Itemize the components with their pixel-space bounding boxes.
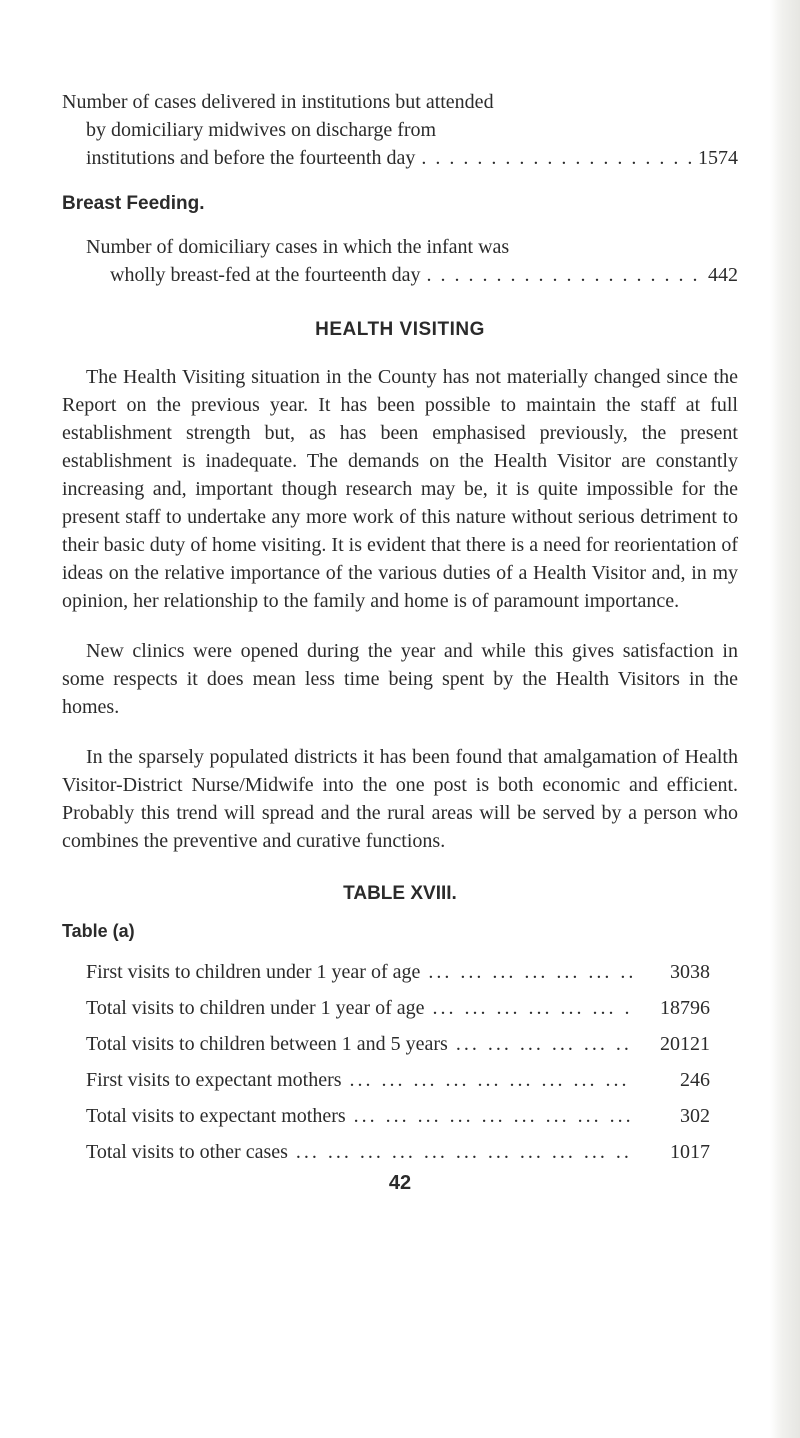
health-visiting-paragraph-1: The Health Visiting situation in the County has not materially changed since the Report on the previous year. It has been possible to maintain the staff at full establishment strength but, as has been emphasised previously, the present establishment is inadequate. The demands on the Health Visitor are constantly increasing and, important though research may be, it is quite impossible for the present staff to undertake any more work of this nature without serious detriment to their basic duty of home visiting. It is evident that there is a need for reorientation of ideas on the relative importance of the various duties of a Health Visitor and, in my opinion, her relationship to the family and home is of paramount importance. <box>62 366 738 612</box>
table-row-label: Total visits to expectant mothers <box>86 1105 346 1127</box>
table-row <box>62 954 738 990</box>
visits-table <box>62 954 738 1170</box>
table-row-value: 246 <box>680 1069 710 1091</box>
page-number: 42 <box>388 1172 412 1194</box>
table-row <box>62 990 738 1026</box>
table-row <box>62 1062 738 1098</box>
table-subtitle: Table (a) <box>62 921 135 941</box>
intro-line-1: Number of cases delivered in institutions but attended <box>62 91 494 113</box>
leader-dots <box>354 1098 632 1134</box>
table-row-value: 20121 <box>660 1033 710 1055</box>
table-row-label: Total visits to children between 1 and 5 years <box>86 1033 448 1055</box>
table-row-label: First visits to children under 1 year of age <box>86 961 421 983</box>
breast-feeding-value: 442 <box>708 264 738 286</box>
intro-line-3: institutions and before the fourteenth day <box>86 147 416 169</box>
table-row-label: First visits to expectant mothers <box>86 1069 342 1091</box>
leader-dots <box>350 1062 632 1098</box>
page-edge-shadow <box>770 0 800 1438</box>
breast-feeding-line-2: wholly breast-fed at the fourteenth day <box>110 264 421 286</box>
breast-feeding-heading: Breast Feeding. <box>62 193 205 214</box>
table-row-value: 3038 <box>670 961 710 983</box>
table-title: TABLE XVIII. <box>343 883 457 904</box>
leader-dots <box>426 261 702 289</box>
health-visiting-paragraph-3: In the sparsely populated districts it has been found that amalgamation of Health Visitor-District Nurse/Midwife into the one post is both economic and efficient. Probably this trend will spread and the rural areas will be served by a person who combines the preventive and curative functions. <box>62 746 738 852</box>
health-visiting-paragraph-2: New clinics were opened during the year and while this gives satisfaction in some respects it does mean less time being spent by the Health Visitors in the homes. <box>62 640 738 718</box>
table-row <box>62 1134 738 1170</box>
health-visiting-heading: HEALTH VISITING <box>315 319 485 340</box>
intro-line-2: by domiciliary midwives on discharge from <box>86 119 437 141</box>
leader-dots <box>456 1026 632 1062</box>
table-row <box>62 1098 738 1134</box>
breast-feeding-block <box>62 233 738 289</box>
table-row-value: 302 <box>680 1105 710 1127</box>
leader-dots <box>421 144 692 172</box>
table-row <box>62 1026 738 1062</box>
intro-line-3-row <box>62 144 738 172</box>
table-row-value: 18796 <box>660 997 710 1019</box>
leader-dots <box>296 1134 632 1170</box>
breast-feeding-line-2-row <box>62 261 738 289</box>
table-row-label: Total visits to other cases <box>86 1141 288 1163</box>
leader-dots <box>433 990 633 1026</box>
document-page <box>62 88 738 1195</box>
table-row-value: 1017 <box>670 1141 710 1163</box>
breast-feeding-line-1: Number of domiciliary cases in which the infant was <box>86 236 510 258</box>
intro-block <box>62 88 738 172</box>
intro-value: 1574 <box>698 147 738 169</box>
table-row-label: Total visits to children under 1 year of age <box>86 997 425 1019</box>
leader-dots <box>428 954 632 990</box>
